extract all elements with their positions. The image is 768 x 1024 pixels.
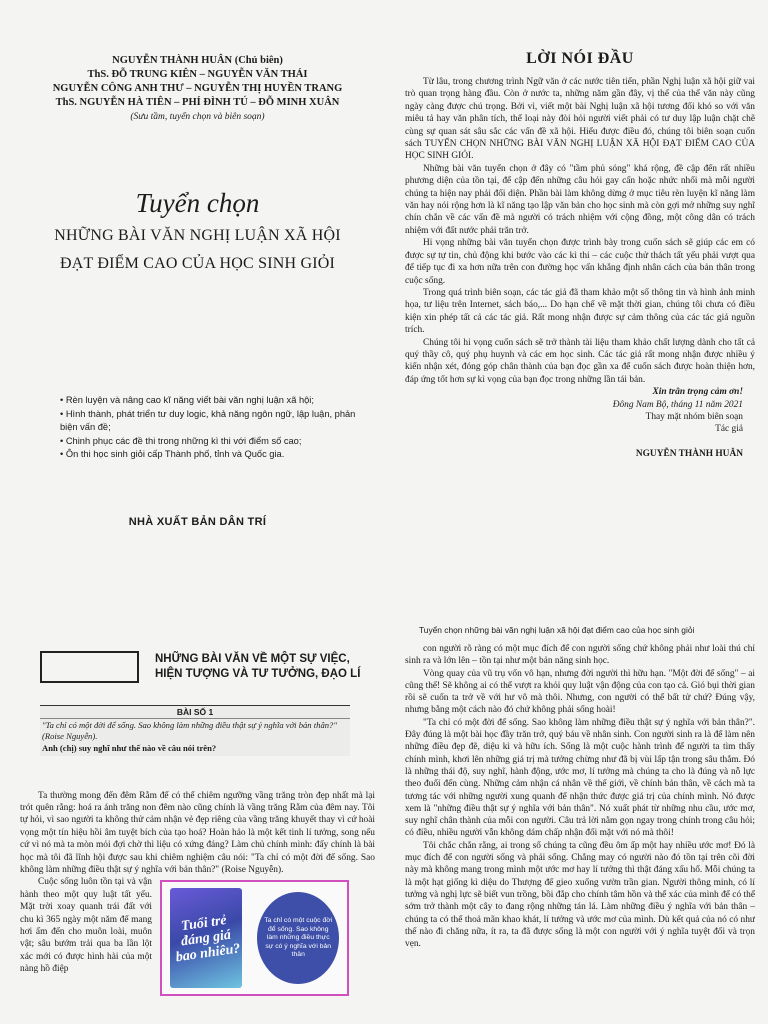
book-title-line: NHỮNG BÀI VĂN NGHỊ LUẬN XÃ HỘI [54,227,341,244]
quote-bubble: Ta chỉ có một cuộc đời để sống. Sao không làm những điều thực sự có ý nghĩa với bản thân [257,892,339,984]
exercise-quote: "Ta chỉ có một đời để sống. Sao không làm những điều thật sự ý nghĩa với bản thân?" (Roise Nguyễn). [42,720,337,741]
date-place: Đông Nam Bộ, tháng 11 năm 2021 [612,399,743,410]
preface-paragraph: Trong quá trình biên soạn, các tác giả đã tham khảo một số thông tin và hình ảnh minh họa, tư liệu trên Internet, sách báo,... Do hạn chế về mặt thời gian, chúng tôi chưa có điều kiện xin phép tất cả các tác giả. Rất mong nhận được sự cảm thông của các tác giả nguồn trích. [405,287,755,336]
preface-paragraph: Từ lâu, trong chương trình Ngữ văn ở các nước tiên tiến, phần Nghị luận xã hội giữ vai trò quan trọng hàng đầu. Còn ở nước ta, những năm gần đây, vị thế của thể văn này cũng ngày càng được chú trọng. Bởi vì, viết một bài Nghị luận xã hội tương đối khó so với văn miêu tả hay văn phân tích, thể loại này đòi hỏi người viết phải có tư duy lập luận chặt chẽ cùng sự quan sát sâu sắc các vấn đề xã hội. Hiểu được điều đó, chúng tôi biên soạn cuốn sách TUYỂN CHỌN NHỮNG BÀI VĂN NGHỊ LUẬN XÃ HỘI ĐẠT ĐIỂM CAO CỦA HỌC SINH GIỎI. [405,77,755,162]
bullet-item: • Chinh phục các đề thi trong những kì thi với điểm số cao; [60,435,375,449]
book-cover-title: Tuổi trẻ đáng giá bao nhiêu? [174,912,242,966]
essay-paragraph: Cuộc sống luôn tồn tại và vận hành theo một quy luật tất yếu. Mặt trời xoay quanh trái đất với chu kì 365 ngày một năm để mang hơi ấm đến cho muôn loài, muôn vật; sâu bướm trải qua ba lần lột xác mới có được hình hài của một nàng hồ điệp [20,877,152,975]
author-line: ThS. ĐỖ TRUNG KIÊN – NGUYỄN VĂN THÁI [87,69,308,80]
preface-title: LỜI NÓI ĐẦU [526,50,634,67]
essay-with-image [20,876,375,996]
preface-paragraph: Những bài văn tuyển chọn ở đây có "tầm phủ sóng" khá rộng, đề cập đến rất nhiều phương diện của tồn tại, để cập đến những câu hỏi gay cấn hoặc nhức nhối mà mỗi người chúng ta hiện nay phải đối diện. Phần bài làm không dừng ở mục tiêu rèn luyện kĩ năng làm văn hay nói rộng hơn là kĩ năng tạo lập văn bản cho học sinh mà còn gợi mở những suy nghĩ chín chắn về các vấn đề mà người có trách nhiệm với cộng đồng, một công dân có trách nhiệm với đất nước phải trăn trở. [405,163,755,236]
on-behalf: Thay mặt nhóm biên soạn [645,411,743,422]
feature-bullets [60,394,375,462]
continuation-page [405,625,755,1024]
illustration-frame [160,880,349,996]
bullet-item: • Rèn luyện và nâng cao kĩ năng viết bài văn nghị luận xã hội; [60,394,375,408]
essay-paragraph: con người rõ ràng có một mục đích để con người sống chứ không phải như loài thú chỉ sinh ra và lớn lên – tồn tại như một bản năng sinh học. [405,644,755,667]
essay-paragraph: "Ta chỉ có một đời để sống. Sao không làm những điều thật sự ý nghĩa với bản thân?". Đây đúng là một bài học đầy trăn trở, quý báu về nhân sinh. Con người sinh ra là để làm nên những điều đẹp đẽ, diệu kì và hữu ích. Sống là một cuộc hành trình để người ta tìm thấy chính mình, khơi lên những giá trị mà tưởng chừng như đã bị vùi lấp tận trong sâu thẳm. Đó là những thái độ, suy nghĩ, hành động, ước mơ, lí tưởng mà chúng ta cho là đúng và nỗ lực theo đuổi đến cùng. Những cảm nhận cá nhân về thế giới, về chính bản thân, về cách mà ta tương tác với những người xung quanh để nhận thức được giá trị của chính mình. Nó được xem là "những điều thật sự ý nghĩa với bản thân". Nó xuất phát từ những nhu cầu, ước mơ, suy nghĩ chân thành của mỗi con người. Câu trả lời nằm gọn ngay trong chính trong câu hỏi; có điều, nhiều người vẫn không dám chấp nhận đối mặt với nó mà thôi! [405,717,755,839]
preface-signoff [405,386,743,460]
author-signature-name: NGUYỄN THÀNH HUÂN [635,448,743,459]
running-head: Tuyển chọn những bài văn nghị luận xã hội đạt điểm cao của học sinh giỏi [419,625,695,635]
thanks-line: Xin trân trọng cảm ơn! [652,387,743,398]
exercise-label: BÀI SỐ 1 [40,706,350,719]
preface-paragraph: Chúng tôi hi vọng cuốn sách sẽ trở thành tài liệu tham khảo chất lượng dành cho tất cả quý thầy cô, quý phụ huynh và các em học sinh. Các tác giả rất mong nhận được nhiều ý kiến nhận xét, đóng góp chân thành của bạn đọc gần xa để cuốn sách được hoàn thiện hơn, đáp ứng tốt hơn sự kì vọng của bạn đọc trong những lần tái bản. [405,337,755,385]
bullet-item: • Ôn thi học sinh giỏi cấp Thành phố, tỉnh và Quốc gia. [60,448,375,462]
author-label: Tác giả [715,424,743,435]
author-list [20,54,375,124]
bullet-item: • Hình thành, phát triển tư duy logic, khả năng ngôn ngữ, lập luận, phản biện vấn đề; [60,408,375,435]
exercise-box [40,705,350,756]
cover-page [20,30,375,600]
book-title-script: Tuyển chọn [135,188,260,218]
compiler-note: (Sưu tầm, tuyển chọn và biên soạn) [130,112,265,122]
chapter-title-line: HIỆN TƯỢNG VÀ TƯ TƯỞNG, ĐẠO LÍ [155,668,361,680]
essay-paragraph: Vòng quay của vũ trụ vốn vô hạn, nhưng đời người thì hữu hạn. "Một đời để sống" – ai cũng thế! Sẽ không ai có thể vượt ra khỏi quy luật vận động của con tạo cả. Gió bụi thời gian rồi sẽ cuốn ta trở về với hư vô mà thôi. Nhưng, con người có thể bất tử chứ? Đúng vậy, nhưng bằng một cách nào đó chứ không phải sống hoài! [405,668,755,716]
essay-paragraph: Tôi chắc chắn rằng, ai trong số chúng ta cũng đều ôm ấp một hay nhiều ước mơ! Đó là mục đích để con người sống và phải sống. Chẳng may có người nào đó tồn tại trên cõi đời này mà không mang trong mình một ước mơ hay lí tưởng thì thật đáng xấu hổ. Mỗi chúng ta là một hạt giống kì diệu do Thượng đế gieo xuống vườn trần gian. Người thông minh, có lí tưởng và nghị lực sẽ biết vun trồng, bồi đắp cho chính tâm hồn và thể xác của mình để có thể sớm trở thành một cây to đang rộng những tán lá. Làm những điều ý nghĩa với bản thân – chúng ta có thể thoả mãn khao khát, lí tưởng và ước mơ của mình. Dù kết quả của nó có như thế nào đi chăng nữa, ít ra, ta đã được sống là một con người với ý nghĩa tuyệt đối và trọn vẹn. [405,840,755,950]
essay-paragraph: Ta thường mong đến đêm Rằm để có thể chiêm ngưỡng vầng trăng tròn đẹp nhất mà lại trót quên rằng: hoá ra ánh trăng non đêm nào cũng chính là vầng trăng Rằm của đêm nay. Tôi tự hỏi, vì sao người ta không thử cảm nhận vẻ đẹp riêng của vầng trăng khuyết thay vì cứ hoài vọng một tín hiệu hồi âm tuyệt bích của tạo hoá? Hoàn hảo là một kết tinh lí tưởng, song nếu cứ vì nó mà ta mòn mỏi đợi chờ thì liệu có xứng đáng? Làm chủ chính mình: đấy chính là bài học mà tôi đã lĩnh hội được sau khi chiêm nghiệm câu nói: "Ta chỉ có một đời để sống. Sao không làm những điều thật sự ý nghĩa với bản thân?" (Roise Nguyễn). [20,790,375,876]
publisher: NHÀ XUẤT BẢN DÂN TRÍ [128,515,267,528]
preface-page [405,30,755,600]
chapter-page [20,625,375,1024]
book-title [20,186,375,276]
exercise-question: Anh (chị) suy nghĩ như thế nào về câu nói trên? [42,742,217,753]
chapter-number-box [40,651,139,683]
chapter-header [20,651,375,683]
chapter-title [155,652,360,682]
preface-paragraph: Hi vọng những bài văn tuyển chọn được trình bày trong cuốn sách sẽ giúp các em có được sự tự tin, chủ động khi bước vào các kì thi – các cuộc thử thách tất yếu phải vượt qua để tiếp tục đi xa hơn nữa trên con đường học vấn khẳng định nhân cách của bản thân trong cuộc sống. [405,238,755,286]
book-title-line: ĐẠT ĐIỂM CAO CỦA HỌC SINH GIỎI [59,255,336,272]
author-line: NGUYỄN THÀNH HUÂN (Chủ biên) [112,55,283,66]
author-line: ThS. NGUYỄN HÀ TIÊN – PHÍ ĐÌNH TÚ – ĐỖ MINH XUÂN [55,97,340,108]
author-line: NGUYỄN CÔNG ANH THƯ – NGUYỄN THỊ HUYỀN TRANG [52,83,343,94]
book-cover-image [170,888,242,988]
chapter-title-line: NHỮNG BÀI VĂN VỀ MỘT SỰ VIỆC, [155,653,350,665]
